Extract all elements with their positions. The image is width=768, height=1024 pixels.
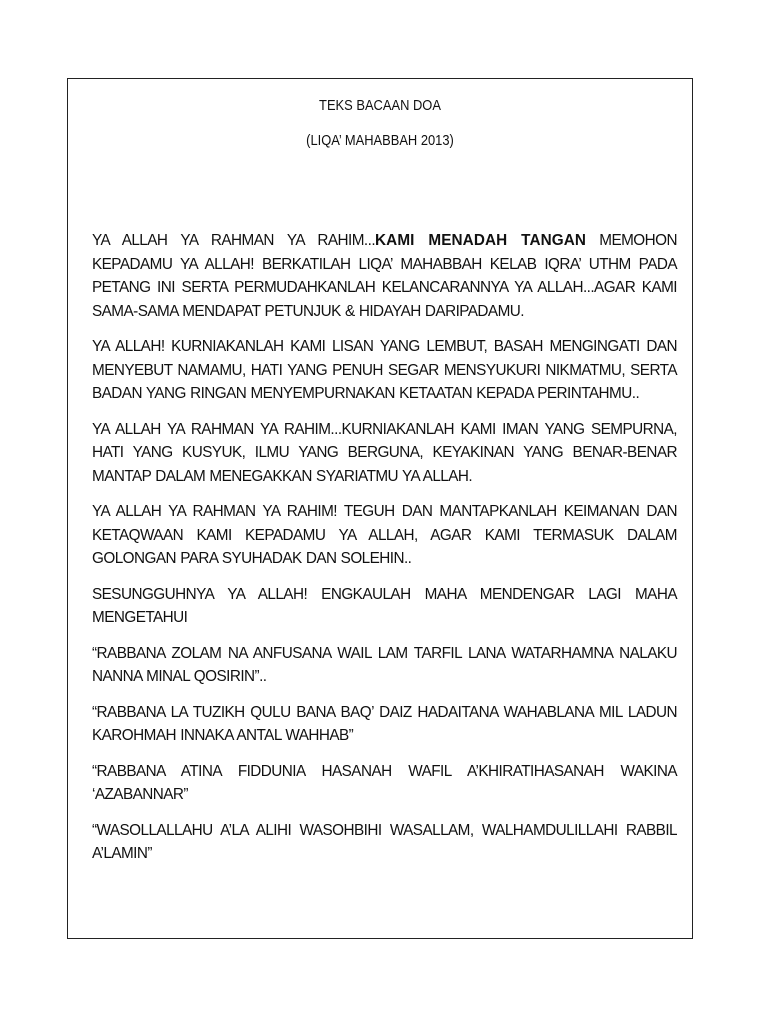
paragraph-5: SESUNGGUHNYA YA ALLAH! ENGKAULAH MAHA MENDENGAR LAGI MAHA MENGETAHUI [92, 585, 677, 626]
paragraph-3: YA ALLAH YA RAHMAN YA RAHIM...KURNIAKANLAH KAMI IMAN YANG SEMPURNA, HATI YANG KUSYUK, ILMU YANG BERGUNA, KEYAKINAN YANG BENAR-BENAR MANTAP DALAM MENEGAKKAN SYARIATMU YA ALLAH. [92, 420, 677, 485]
document-frame [67, 78, 693, 939]
paragraph-9: “WASOLLALLAHU A’LA ALIHI WASOHBIHI WASALLAM, WALHAMDULILLAHI RABBIL A’LAMIN” [92, 821, 677, 862]
paragraph-6: “RABBANA ZOLAM NA ANFUSANA WAIL LAM TARFIL LANA WATARHAMNA NALAKU NANNA MINAL QOSIRIN”.. [92, 644, 677, 685]
paragraph-2: YA ALLAH! KURNIAKANLAH KAMI LISAN YANG LEMBUT, BASAH MENGINGATI DAN MENYEBUT NAMAMU, HATI YANG PENUH SEGAR MENSYUKURI NIKMATMU, SERTA BADAN YANG RINGAN MENYEMPURNAKAN KETAATAN KEPADA PERINTAHMU.. [92, 338, 677, 402]
paragraph-1-emphasis: KAMI MENADAH TANGAN [375, 232, 587, 249]
paragraph-7: “RABBANA LA TUZIKH QULU BANA BAQ’ DAIZ HADAITANA WAHABLANA MIL LADUN KAROHMAH INNAKA ANTAL WAHHAB” [92, 703, 677, 744]
paragraph-1-rest: MEMOHON KEPADAMU YA ALLAH! BERKATILAH LIQA’ MAHABBAH KELAB IQRA’ UTHM PADA PETANG INI SERTA PERMUDAHKANLAH KELANCARANNYA YA ALLAH...AGAR KAMI SAMA-SAMA MENDAPAT PETUNJUK & HIDAYAH DARIPADAMU. [92, 232, 677, 320]
document-subtitle: (LIQA’ MAHABBAH 2013) [306, 132, 454, 149]
paragraph-1-intro: YA ALLAH YA RAHMAN YA RAHIM... [92, 232, 376, 249]
document-title: TEKS BACAAN DOA [319, 97, 441, 114]
paragraph-8: “RABBANA ATINA FIDDUNIA HASANAH WAFIL A’KHIRATIHASANAH WAKINA ‘AZABANNAR” [92, 762, 677, 803]
paragraph-4: YA ALLAH YA RAHMAN YA RAHIM! TEGUH DAN MANTAPKANLAH KEIMANAN DAN KETAQWAAN KAMI KEPADAMU YA ALLAH, AGAR KAMI TERMASUK DALAM GOLONGAN PARA SYUHADAK DAN SOLEHIN.. [92, 503, 677, 567]
paragraph-1 [92, 229, 677, 323]
prayer-text [92, 229, 677, 878]
